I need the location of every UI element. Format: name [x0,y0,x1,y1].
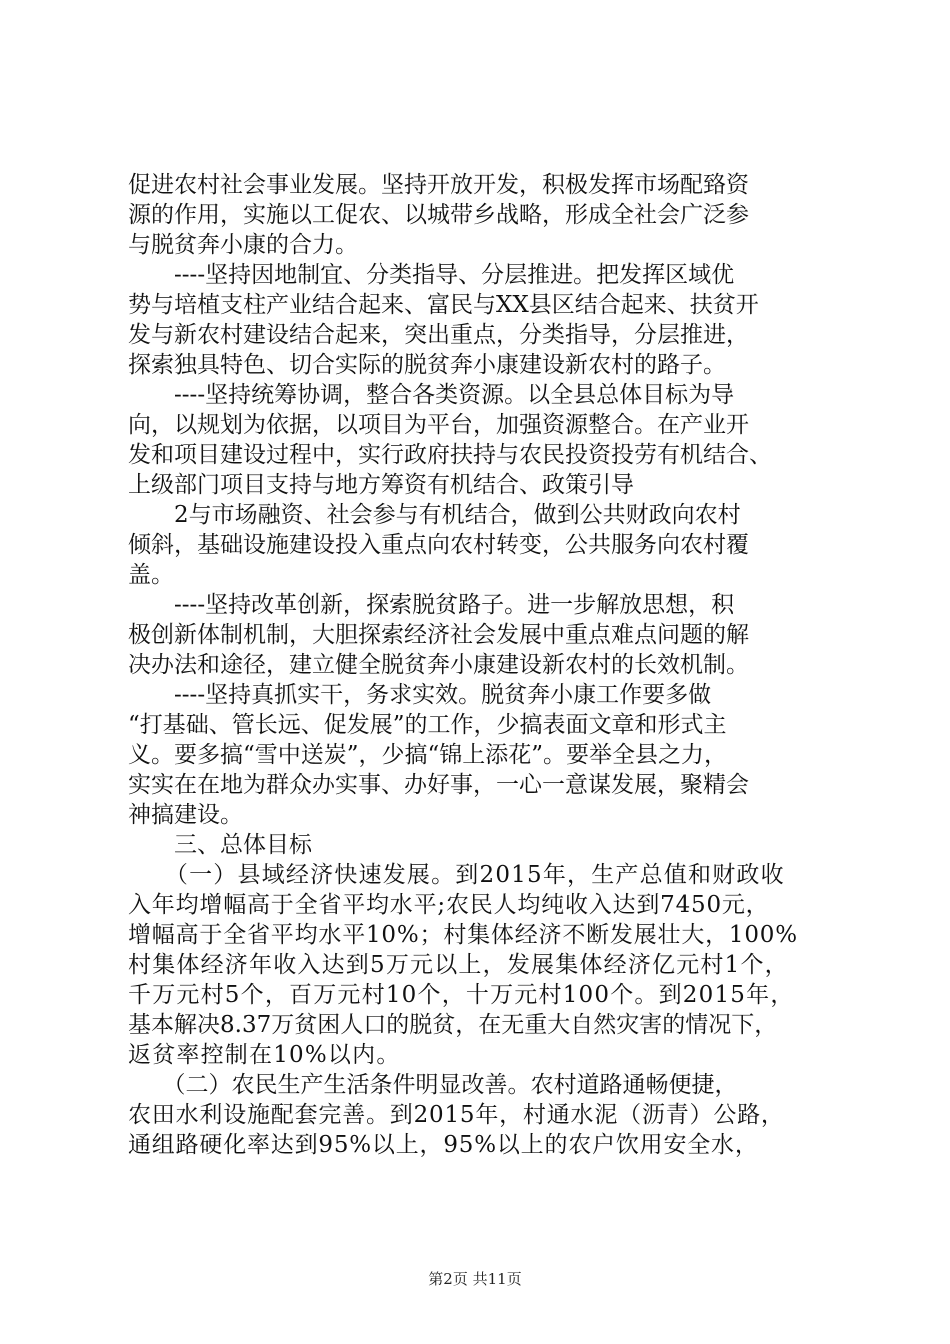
text-line: 向，以规划为依据，以项目为平台，加强资源整合。在产业开 [128,412,749,438]
text-line: 增幅高于全省平均水平10%；村集体经济不断发展壮大，100% [128,922,798,948]
page-number-footer: 第2页 共11页 [428,1270,522,1288]
text-line: 返贫率控制在10%以内。 [128,1042,401,1068]
text-line: 上级部门项目支持与地方筹资有机结合、政策引导 [128,472,634,498]
text-line: 2与市场融资、社会参与有机结合，做到公共财政向农村 [128,502,741,528]
text-line: （二）农民生产生活条件明显改善。农村道路通畅便捷， [128,1072,738,1098]
text-line: 神搞建设。 [128,802,243,828]
text-line: ----坚持因地制宜、分类指导、分层推进。把发挥区域优 [128,262,735,288]
text-line: 义。要多搞“雪中送炭”，少搞“锦上添花”。要举全县之力， [128,742,728,768]
text-line: 发与新农村建设结合起来，突出重点，分类指导，分层推进， [128,322,749,348]
text-line: 村集体经济年收入达到5万元以上，发展集体经济亿元村1个， [128,952,789,978]
text-line: 促进农村社会事业发展。坚持开放开发，积极发挥市场配臵资 [128,172,749,198]
text-line: 通组路硬化率达到95%以上，95%以上的农户饮用安全水， [128,1132,759,1158]
text-line: （一）县域经济快速发展。到2015年，生产总值和财政收 [128,862,785,888]
text-line: 源的作用，实施以工促农、以城带乡战略，形成全社会广泛参 [128,202,749,228]
text-line: ----坚持真抓实干，务求实效。脱贫奔小康工作要多做 [128,682,712,708]
text-line: 发和项目建设过程中，实行政府扶持与农民投资投劳有机结合、 [128,442,772,468]
text-line: 势与培植支柱产业结合起来、富民与XX县区结合起来、扶贫开 [128,292,759,318]
text-line: “打基础、管长远、促发展”的工作，少搞表面文章和形式主 [128,712,727,738]
text-line: 千万元村5个，百万元村10个，十万元村100个。到2015年， [128,982,795,1008]
text-line: 基本解决8.37万贫困人口的脱贫，在无重大自然灾害的情况下， [128,1012,778,1038]
text-line: ----坚持改革创新，探索脱贫路子。进一步解放思想，积 [128,592,735,618]
text-line: 极创新体制机制，大胆探索经济社会发展中重点难点问题的解 [128,622,749,648]
text-line: 实实在在地为群众办实事、办好事，一心一意谋发展，聚精会 [128,772,749,798]
text-line: 与脱贫奔小康的合力。 [128,232,358,258]
text-line: 探索独具特色、切合实际的脱贫奔小康建设新农村的路子。 [128,352,726,378]
text-line: 农田水利设施配套完善。到2015年，村通水泥（沥青）公路， [128,1102,785,1128]
text-line: 入年均增幅高于全省平均水平;农民人均纯收入达到7450元， [128,892,770,918]
text-line: 决办法和途径，建立健全脱贫奔小康建设新农村的长效机制。 [128,652,749,678]
section-heading: 三、总体目标 [128,832,312,858]
text-line: ----坚持统筹协调，整合各类资源。以全县总体目标为导 [128,382,735,408]
document-body [128,170,848,1160]
text-line: 盖。 [128,562,174,588]
text-line: 倾斜，基础设施建设投入重点向农村转变，公共服务向农村覆 [128,532,749,558]
